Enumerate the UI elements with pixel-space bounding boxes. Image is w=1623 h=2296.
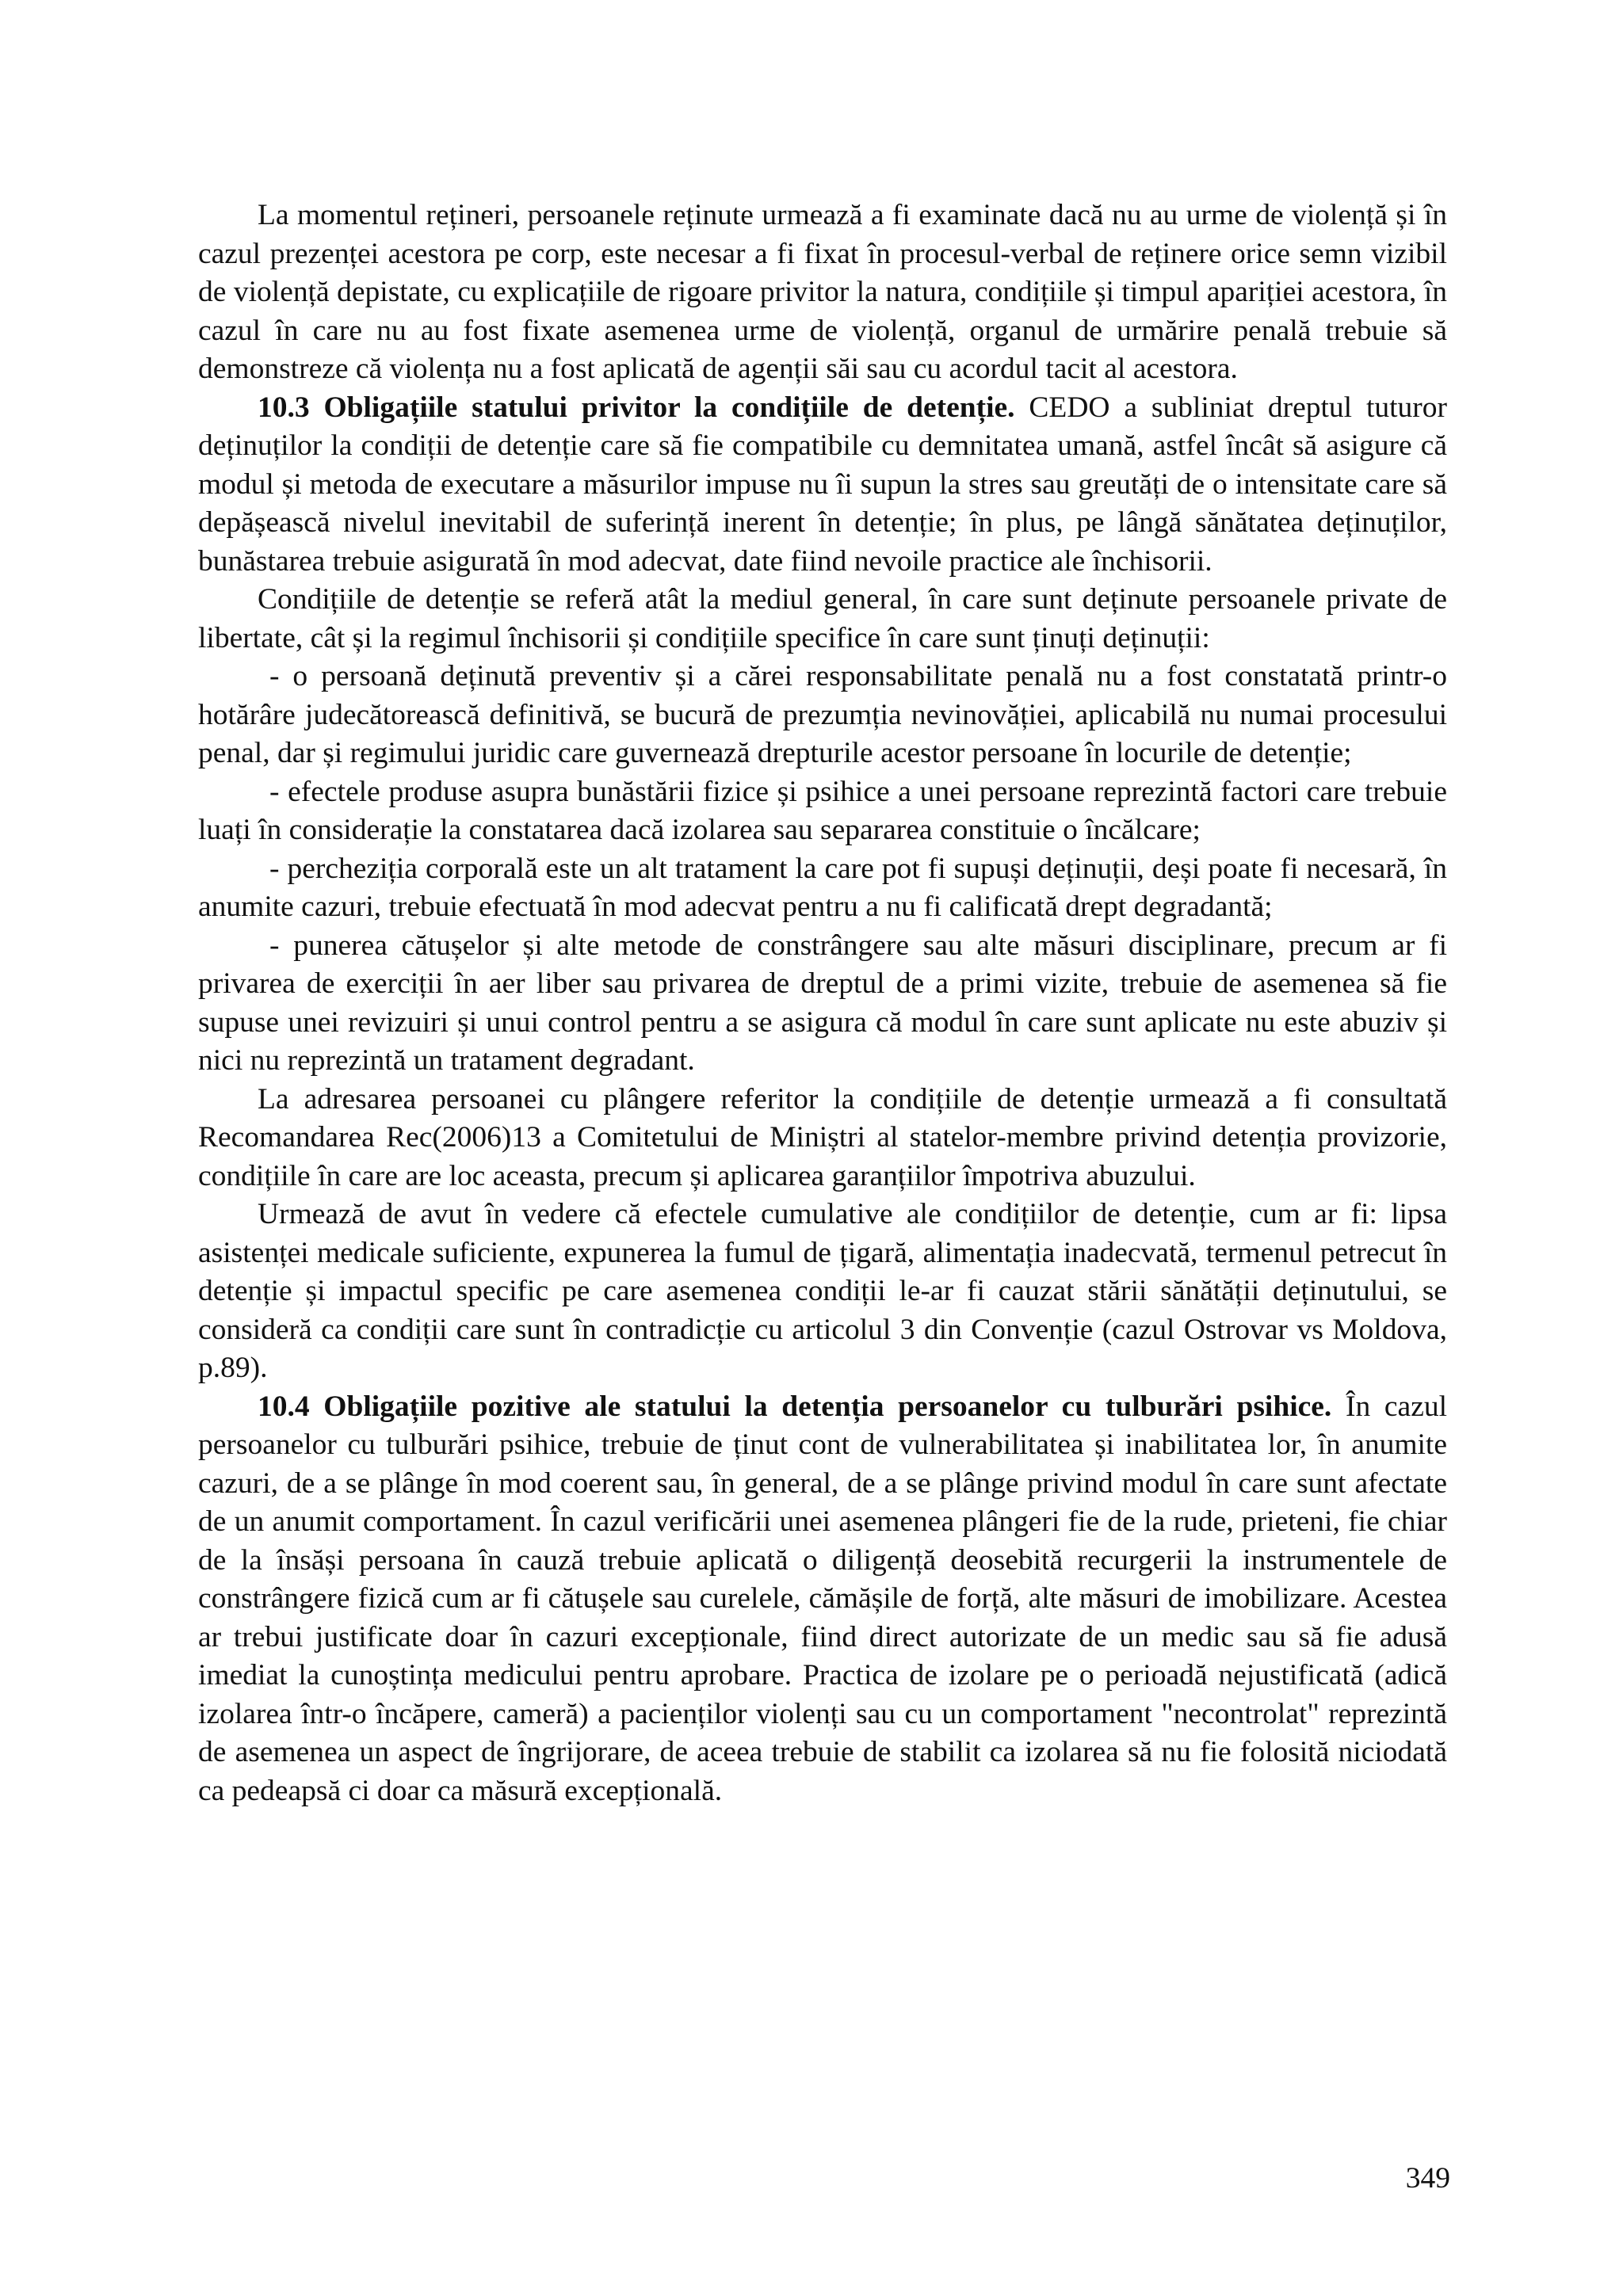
section-heading-10-3: 10.3 Obligațiile statului privitor la condițiile de detenție. <box>258 391 1015 424</box>
page-number: 349 <box>1405 2162 1450 2195</box>
list-item-text: - efectele produse asupra bunăstării fizice și psihice a unei persoane reprezintă factori care trebuie luați în considerație la constatarea dacă izolarea sau separarea constituie o încălcare; <box>198 775 1447 846</box>
list-item-perchezitie <box>198 850 1447 927</box>
paragraph-section-10-4 <box>198 1388 1447 1811</box>
list-item-detinuta-preventiv <box>198 658 1447 773</box>
paragraph-text: Urmează de avut în vedere că efectele cumulative ale condițiilor de detenție, cum ar fi: lipsa asistenței medicale suficiente, expunerea la fumul de țigară, alimentația inadecvată, termenul petrecut în detenție și impactul specific pe care asemenea condiții le-ar fi cauzat stării sănătății deținutului, se consideră ca condiții care sunt în contradicție cu articolul 3 din Convenție (cazul Ostrovar vs Moldova, p.89). <box>198 1198 1447 1384</box>
list-item-text: - percheziția corporală este un alt tratament la care pot fi supuși deținuții, deși poate fi necesară, în anumite cazuri, trebuie efectuată în mod adecvat pentru a nu fi calificată drept degradantă; <box>198 852 1447 923</box>
paragraph-text: Condițiile de detenție se referă atât la mediul general, în care sunt deținute persoanele private de libertate, cât și la regimul închisorii și condițiile specifice în care sunt ținuți deținuții: <box>198 583 1447 654</box>
list-item-efecte-bunastare <box>198 773 1447 850</box>
paragraph-text: CEDO a subliniat dreptul tuturor deținuților la condiții de detenție care să fie compatibile cu demnitatea umană, astfel încât să asigure că modul și metoda de executare a măsurilor impuse nu îi supun la stres sau greutăți de o intensitate care să depășească nivelul inevitabil de suferință inerent în detenție; în plus, pe lângă sănătatea deținuților, bunăstarea trebuie asigurată în mod adecvat, date fiind nevoile practice ale închisorii. <box>198 391 1448 578</box>
paragraph-text: La momentul rețineri, persoanele reținute urmează a fi examinate dacă nu au urme de violență și în cazul prezenței acestora pe corp, este necesar a fi fixat în procesul-verbal de reținere orice semn vizibil de violență depistate, cu explicațiile de rigoare privitor la natura, condițiile și timpul apariției acestora, în cazul în care nu au fost fixate asemenea urme de violență, organul de urmărire penală trebuie să demonstreze că violența nu a fost aplicată de agenții săi sau cu acordul tacit al acestora. <box>198 199 1447 385</box>
paragraph-recomandare <box>198 1081 1447 1196</box>
paragraph-text: În cazul persoanelor cu tulburări psihice, trebuie de ținut cont de vulnerabilitatea și inabilitatea lor, în anumite cazuri, de a se plânge în mod coerent sau, în general, de a se plânge privind modul în care sunt afectate de un anumit comportament. În cazul verificării unei asemenea plângeri fie de la rude, prieteni, fie chiar de la însăși persoana în cauză trebuie aplicată o diligență deosebită recurgerii la instrumentele de constrângere fizică cum ar fi cătușele sau curelele, cămășile de forță, alte măsuri de imobilizare. Acestea ar trebui justificate doar în cazuri excepționale, fiind direct autorizate de un medic sau să fie adusă imediat la cunoștința medicului pentru aprobare. Practica de izolare pe o perioadă nejustificată (adică izolarea într-o încăpere, cameră) a pacienților violenți sau cu un comportament "necontrolat" reprezintă de asemenea un aspect de îngrijorare, de aceea trebuie de stabilit ca izolarea să nu fie folosită niciodată ca pedeapsă ci doar ca măsură excepțională. <box>198 1390 1448 1807</box>
paragraph-text: La adresarea persoanei cu plângere referitor la condițiile de detenție urmează a fi consultată Recomandarea Rec(2006)13 a Comitetului de Miniștri al statelor-membre privind detenția provizorie, condițiile în care are loc aceasta, precum și aplicarea garanțiilor împotriva abuzului. <box>198 1082 1447 1192</box>
list-item-text: - o persoană deținută preventiv și a cărei responsabilitate penală nu a fost constatată printr-o hotărâre judecătorească definitivă, se bucură de prezumția nevinovăției, aplicabilă nu numai procesului penal, dar și regimului juridic care guvernează drepturile acestor persoane în locurile de detenție; <box>198 660 1447 769</box>
section-heading-10-4: 10.4 Obligațiile pozitive ale statului la detenția persoanelor cu tulburări psihice. <box>258 1390 1332 1423</box>
list-item-catuse <box>198 927 1447 1081</box>
paragraph-section-10-3 <box>198 389 1447 582</box>
paragraph-conditii-detentie <box>198 581 1447 658</box>
list-item-text: - punerea cătușelor și alte metode de constrângere sau alte măsuri disciplinare, precum ar fi privarea de exerciții în aer liber sau privarea de dreptul de a primi vizite, trebuie de asemenea să fie supuse unei revizuiri și unui control pentru a se asigura că modul în care sunt aplicate nu este abuziv și nici nu reprezintă un tratament degradant. <box>198 929 1447 1077</box>
paragraph-retinere-violenta <box>198 196 1447 389</box>
paragraph-efecte-cumulative <box>198 1196 1447 1388</box>
document-body <box>198 196 1447 1810</box>
